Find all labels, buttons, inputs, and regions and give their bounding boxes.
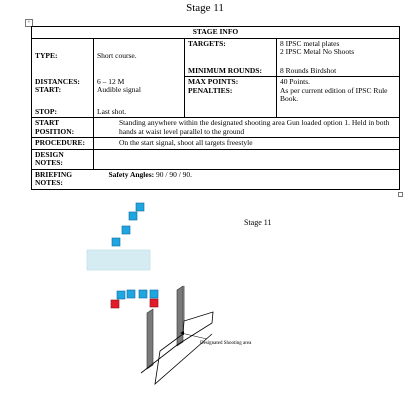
safety-angles-label: Safety Angles: [108, 169, 155, 179]
diagram-caption: Stage 11 [244, 218, 272, 227]
table-anchor-icon[interactable]: + [25, 19, 33, 27]
design-notes-label: DESIGN NOTES: [32, 149, 94, 169]
start-position-value: Standing anywhere within the designated shooting area Gun loaded option 1. Held in both hands at waist level parallel to the ground [94, 118, 400, 138]
plate-target [139, 290, 147, 298]
page-title: Stage 11 [186, 2, 224, 14]
plate-target [122, 226, 130, 234]
no-shoot-target [111, 300, 119, 308]
designated-area-label: Designated Shooting area [200, 341, 252, 346]
distances-value: 6 – 12 M [97, 76, 125, 86]
targets-value-2: 2 IPSC Metal No Shoots [280, 47, 355, 56]
stop-value: Last shot. [94, 105, 185, 118]
targets-label: TARGETS: [185, 38, 277, 58]
distances-label: DISTANCES: [35, 76, 80, 86]
type-label: TYPE: [35, 50, 58, 60]
safety-angles-value: 90 / 90 / 90. [154, 169, 193, 179]
shooting-box [87, 250, 150, 270]
start-value: Audible signal [97, 85, 141, 94]
targets-value-1: 8 IPSC metal plates [280, 38, 340, 48]
wall-left [147, 309, 153, 369]
max-points-label: MAX POINTS: [188, 77, 239, 86]
start-label: START: [35, 85, 62, 94]
procedure-label: PROCEDURE: [32, 138, 94, 150]
plate-target [112, 238, 120, 246]
plate-target [129, 212, 137, 220]
stop-label: STOP: [32, 105, 94, 118]
plate-target [127, 290, 135, 298]
wall-right [177, 286, 183, 346]
plate-target [117, 291, 125, 299]
stage-info-header: STAGE INFO [32, 27, 400, 39]
start-position-label: START POSITION: [32, 118, 94, 138]
min-rounds-value: 8 Rounds Birdshot [280, 65, 337, 75]
no-shoot-target [150, 299, 158, 307]
min-rounds-label: MINIMUM ROUNDS: [188, 65, 262, 75]
max-points-value: 40 Points. [280, 77, 311, 86]
penalties-value: As per current edition of IPSC Rule Book. [280, 85, 388, 103]
procedure-value: On the start signal, shoot all targets freestyle [94, 138, 400, 150]
briefing-notes-label: BRIEFING NOTES: [32, 169, 94, 189]
plate-target [136, 203, 144, 211]
penalties-label: PENALTIES: [188, 85, 233, 95]
plate-target [150, 290, 158, 298]
type-value: Short course. [97, 50, 137, 60]
